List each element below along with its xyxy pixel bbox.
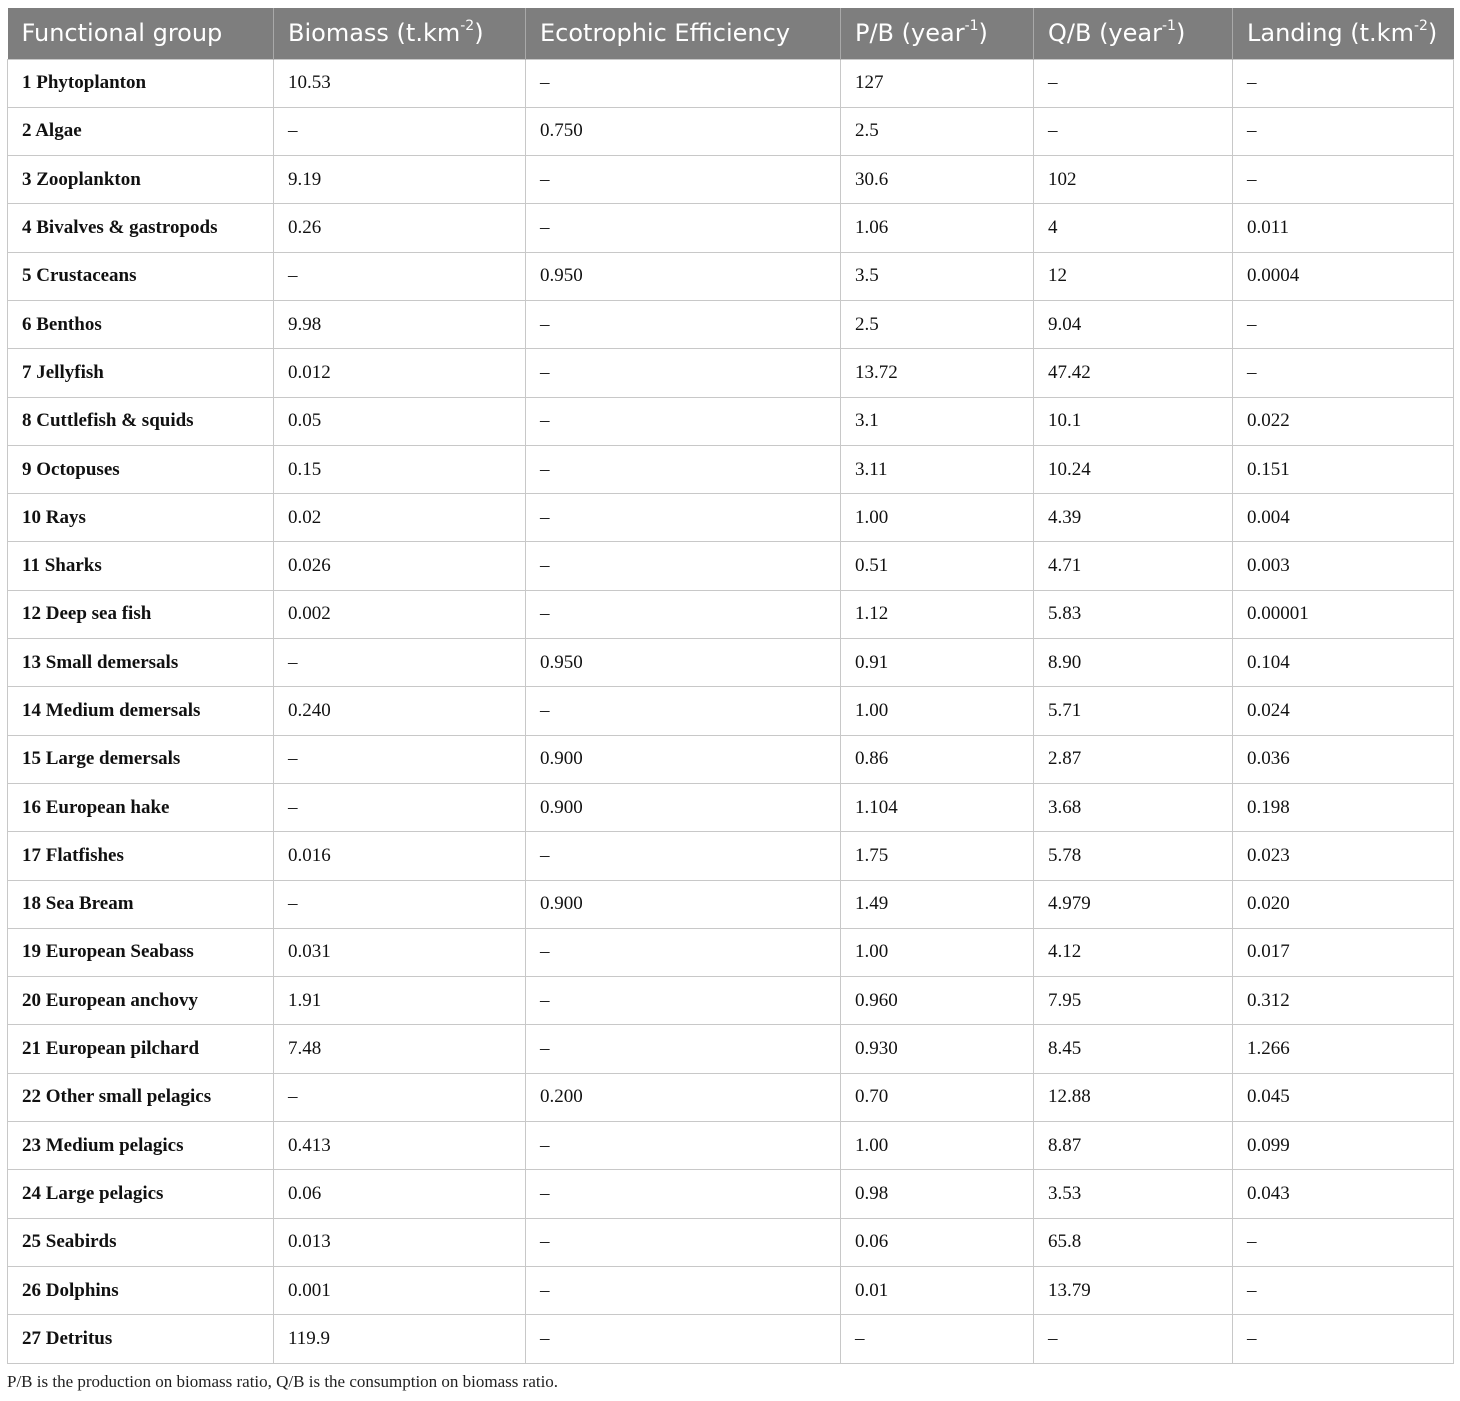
table-row [8,204,1454,252]
cell-pb: 0.01 [841,1266,1034,1314]
table-row [8,252,1454,300]
cell-landing: 0.023 [1233,832,1454,880]
cell-ecotrophic-efficiency: 0.900 [526,735,841,783]
cell-pb: 1.06 [841,204,1034,252]
cell-landing: 0.045 [1233,1073,1454,1121]
cell-biomass: 1.91 [274,977,526,1025]
cell-qb: 13.79 [1034,1266,1233,1314]
cell-biomass: 0.012 [274,349,526,397]
cell-pb: 0.960 [841,977,1034,1025]
table-row [8,59,1454,107]
cell-pb: 2.5 [841,300,1034,348]
cell-functional-group: 3 Zooplankton [8,156,274,204]
table-row [8,687,1454,735]
table-footnote: P/B is the production on biomass ratio, Q/B is the consumption on biomass ratio. [7,1372,559,1391]
cell-qb: 5.78 [1034,832,1233,880]
cell-qb: – [1034,107,1233,155]
cell-qb: – [1034,1315,1233,1363]
cell-biomass: – [274,639,526,687]
cell-qb: 7.95 [1034,977,1233,1025]
cell-ecotrophic-efficiency: 0.750 [526,107,841,155]
cell-ecotrophic-efficiency: – [526,397,841,445]
cell-pb: 0.06 [841,1218,1034,1266]
cell-ecotrophic-efficiency: – [526,1266,841,1314]
table-row [8,783,1454,831]
cell-functional-group: 5 Crustaceans [8,252,274,300]
cell-pb: 3.5 [841,252,1034,300]
cell-landing: 0.003 [1233,542,1454,590]
col-header-qb: Q/B (year$^{-1}$) [1034,8,1233,59]
cell-pb: 0.51 [841,542,1034,590]
cell-qb: 4.12 [1034,928,1233,976]
cell-pb: 0.70 [841,1073,1034,1121]
cell-biomass: – [274,880,526,928]
cell-functional-group: 1 Phytoplanton [8,59,274,107]
cell-landing: 0.043 [1233,1170,1454,1218]
cell-pb: 0.91 [841,639,1034,687]
data-table-container [7,8,1453,1364]
cell-ecotrophic-efficiency: 0.950 [526,252,841,300]
cell-biomass: 0.05 [274,397,526,445]
cell-functional-group: 2 Algae [8,107,274,155]
cell-pb: 1.12 [841,590,1034,638]
cell-qb: 8.45 [1034,1025,1233,1073]
cell-landing: 0.017 [1233,928,1454,976]
col-header-biomass: Biomass $(t.km^{-2})$ [274,8,526,59]
cell-functional-group: 7 Jellyfish [8,349,274,397]
cell-ecotrophic-efficiency: – [526,590,841,638]
cell-landing: 0.036 [1233,735,1454,783]
table-row [8,1266,1454,1314]
cell-functional-group: 17 Flatfishes [8,832,274,880]
cell-ecotrophic-efficiency: – [526,1025,841,1073]
cell-landing: 0.022 [1233,397,1454,445]
cell-landing: – [1233,300,1454,348]
cell-functional-group: 13 Small demersals [8,639,274,687]
table-row [8,494,1454,542]
table-row [8,397,1454,445]
cell-biomass: 0.031 [274,928,526,976]
cell-functional-group: 16 European hake [8,783,274,831]
cell-landing: 0.151 [1233,445,1454,493]
cell-landing: 0.024 [1233,687,1454,735]
cell-pb: 3.11 [841,445,1034,493]
table-row [8,977,1454,1025]
table-row [8,735,1454,783]
cell-pb: 1.00 [841,928,1034,976]
cell-biomass: 0.06 [274,1170,526,1218]
cell-qb: 10.1 [1034,397,1233,445]
cell-qb: 4.39 [1034,494,1233,542]
cell-pb: 0.930 [841,1025,1034,1073]
cell-ecotrophic-efficiency: 0.200 [526,1073,841,1121]
cell-qb: 12 [1034,252,1233,300]
table-row [8,1073,1454,1121]
cell-landing: 0.099 [1233,1122,1454,1170]
table-row [8,590,1454,638]
cell-biomass: – [274,783,526,831]
cell-landing: 0.011 [1233,204,1454,252]
cell-qb: 8.87 [1034,1122,1233,1170]
cell-pb: 13.72 [841,349,1034,397]
cell-ecotrophic-efficiency: – [526,1315,841,1363]
table-row [8,1315,1454,1363]
cell-qb: 4 [1034,204,1233,252]
cell-biomass: 0.26 [274,204,526,252]
cell-qb: 4.71 [1034,542,1233,590]
cell-functional-group: 25 Seabirds [8,1218,274,1266]
cell-ecotrophic-efficiency: – [526,494,841,542]
cell-biomass: 9.98 [274,300,526,348]
cell-landing: 0.198 [1233,783,1454,831]
table-header [8,8,1454,59]
cell-ecotrophic-efficiency: – [526,928,841,976]
cell-functional-group: 6 Benthos [8,300,274,348]
table-row [8,880,1454,928]
cell-qb: 5.71 [1034,687,1233,735]
cell-qb: 5.83 [1034,590,1233,638]
cell-biomass: – [274,735,526,783]
table-row [8,300,1454,348]
table-row [8,107,1454,155]
cell-biomass: 0.15 [274,445,526,493]
cell-pb: – [841,1315,1034,1363]
cell-ecotrophic-efficiency: 0.900 [526,880,841,928]
cell-biomass: 0.016 [274,832,526,880]
cell-functional-group: 19 European Seabass [8,928,274,976]
cell-ecotrophic-efficiency: – [526,349,841,397]
cell-biomass: – [274,1073,526,1121]
cell-qb: 47.42 [1034,349,1233,397]
cell-landing: 0.004 [1233,494,1454,542]
cell-functional-group: 4 Bivalves & gastropods [8,204,274,252]
cell-biomass: 0.02 [274,494,526,542]
cell-biomass: 10.53 [274,59,526,107]
col-header-landing: Landing $(t.km^{-2})$ [1247,18,1438,48]
table-row [8,542,1454,590]
table-row [8,1122,1454,1170]
cell-landing: – [1233,1266,1454,1314]
table-row [8,1170,1454,1218]
cell-ecotrophic-efficiency: – [526,1218,841,1266]
cell-ecotrophic-efficiency: – [526,300,841,348]
cell-functional-group: 11 Sharks [8,542,274,590]
table-row [8,1025,1454,1073]
table-body [8,59,1454,1363]
cell-qb: 10.24 [1034,445,1233,493]
cell-functional-group: 12 Deep sea fish [8,590,274,638]
cell-landing: 0.104 [1233,639,1454,687]
cell-landing: 0.0004 [1233,252,1454,300]
cell-functional-group: 22 Other small pelagics [8,1073,274,1121]
cell-pb: 1.49 [841,880,1034,928]
cell-landing: 0.00001 [1233,590,1454,638]
cell-functional-group: 10 Rays [8,494,274,542]
cell-ecotrophic-efficiency: – [526,977,841,1025]
table-row [8,156,1454,204]
col-header-pb: P/B (year$^{-1}$) [841,8,1034,59]
cell-ecotrophic-efficiency: – [526,832,841,880]
cell-biomass: 9.19 [274,156,526,204]
cell-pb: 3.1 [841,397,1034,445]
cell-biomass: – [274,252,526,300]
cell-ecotrophic-efficiency: – [526,445,841,493]
cell-ecotrophic-efficiency: – [526,542,841,590]
table-row [8,445,1454,493]
col-header-ecotrophic-efficiency: Ecotrophic Efficiency [526,8,841,59]
cell-landing: 0.020 [1233,880,1454,928]
cell-qb: 2.87 [1034,735,1233,783]
cell-functional-group: 21 European pilchard [8,1025,274,1073]
cell-pb: 127 [841,59,1034,107]
cell-pb: 1.104 [841,783,1034,831]
cell-pb: 1.00 [841,494,1034,542]
cell-biomass: 7.48 [274,1025,526,1073]
cell-functional-group: 18 Sea Bream [8,880,274,928]
cell-functional-group: 23 Medium pelagics [8,1122,274,1170]
cell-biomass: 0.240 [274,687,526,735]
cell-qb: – [1034,59,1233,107]
cell-qb: 102 [1034,156,1233,204]
cell-functional-group: 26 Dolphins [8,1266,274,1314]
cell-biomass: 0.026 [274,542,526,590]
cell-ecotrophic-efficiency: 0.950 [526,639,841,687]
cell-qb: 8.90 [1034,639,1233,687]
cell-functional-group: 20 European anchovy [8,977,274,1025]
cell-ecotrophic-efficiency: 0.900 [526,783,841,831]
col-header-functional-group: Functional group [8,8,274,59]
cell-ecotrophic-efficiency: – [526,1122,841,1170]
cell-qb: 12.88 [1034,1073,1233,1121]
cell-pb: 0.98 [841,1170,1034,1218]
table-row [8,349,1454,397]
cell-ecotrophic-efficiency: – [526,687,841,735]
cell-landing: 0.312 [1233,977,1454,1025]
cell-functional-group: 14 Medium demersals [8,687,274,735]
cell-qb: 4.979 [1034,880,1233,928]
cell-landing: – [1233,156,1454,204]
cell-landing: – [1233,1218,1454,1266]
cell-functional-group: 8 Cuttlefish & squids [8,397,274,445]
cell-pb: 1.00 [841,687,1034,735]
cell-landing: – [1233,59,1454,107]
cell-landing: – [1233,1315,1454,1363]
cell-qb: 9.04 [1034,300,1233,348]
cell-qb: 3.53 [1034,1170,1233,1218]
cell-functional-group: 9 Octopuses [8,445,274,493]
table-row [8,928,1454,976]
table-row [8,832,1454,880]
cell-landing: – [1233,107,1454,155]
cell-functional-group: 27 Detritus [8,1315,274,1363]
cell-ecotrophic-efficiency: – [526,204,841,252]
cell-ecotrophic-efficiency: – [526,59,841,107]
cell-qb: 3.68 [1034,783,1233,831]
cell-pb: 1.75 [841,832,1034,880]
cell-pb: 0.86 [841,735,1034,783]
cell-biomass: 0.013 [274,1218,526,1266]
cell-biomass: – [274,107,526,155]
cell-pb: 1.00 [841,1122,1034,1170]
cell-functional-group: 24 Large pelagics [8,1170,274,1218]
cell-landing: 1.266 [1233,1025,1454,1073]
table-row [8,639,1454,687]
cell-biomass: 0.413 [274,1122,526,1170]
cell-ecotrophic-efficiency: – [526,156,841,204]
header-row [8,8,1454,59]
cell-qb: 65.8 [1034,1218,1233,1266]
table-row [8,1218,1454,1266]
cell-biomass: 119.9 [274,1315,526,1363]
cell-ecotrophic-efficiency: – [526,1170,841,1218]
cell-biomass: 0.002 [274,590,526,638]
cell-functional-group: 15 Large demersals [8,735,274,783]
cell-pb: 2.5 [841,107,1034,155]
cell-biomass: 0.001 [274,1266,526,1314]
cell-pb: 30.6 [841,156,1034,204]
cell-landing: – [1233,349,1454,397]
functional-group-table [7,8,1454,1364]
